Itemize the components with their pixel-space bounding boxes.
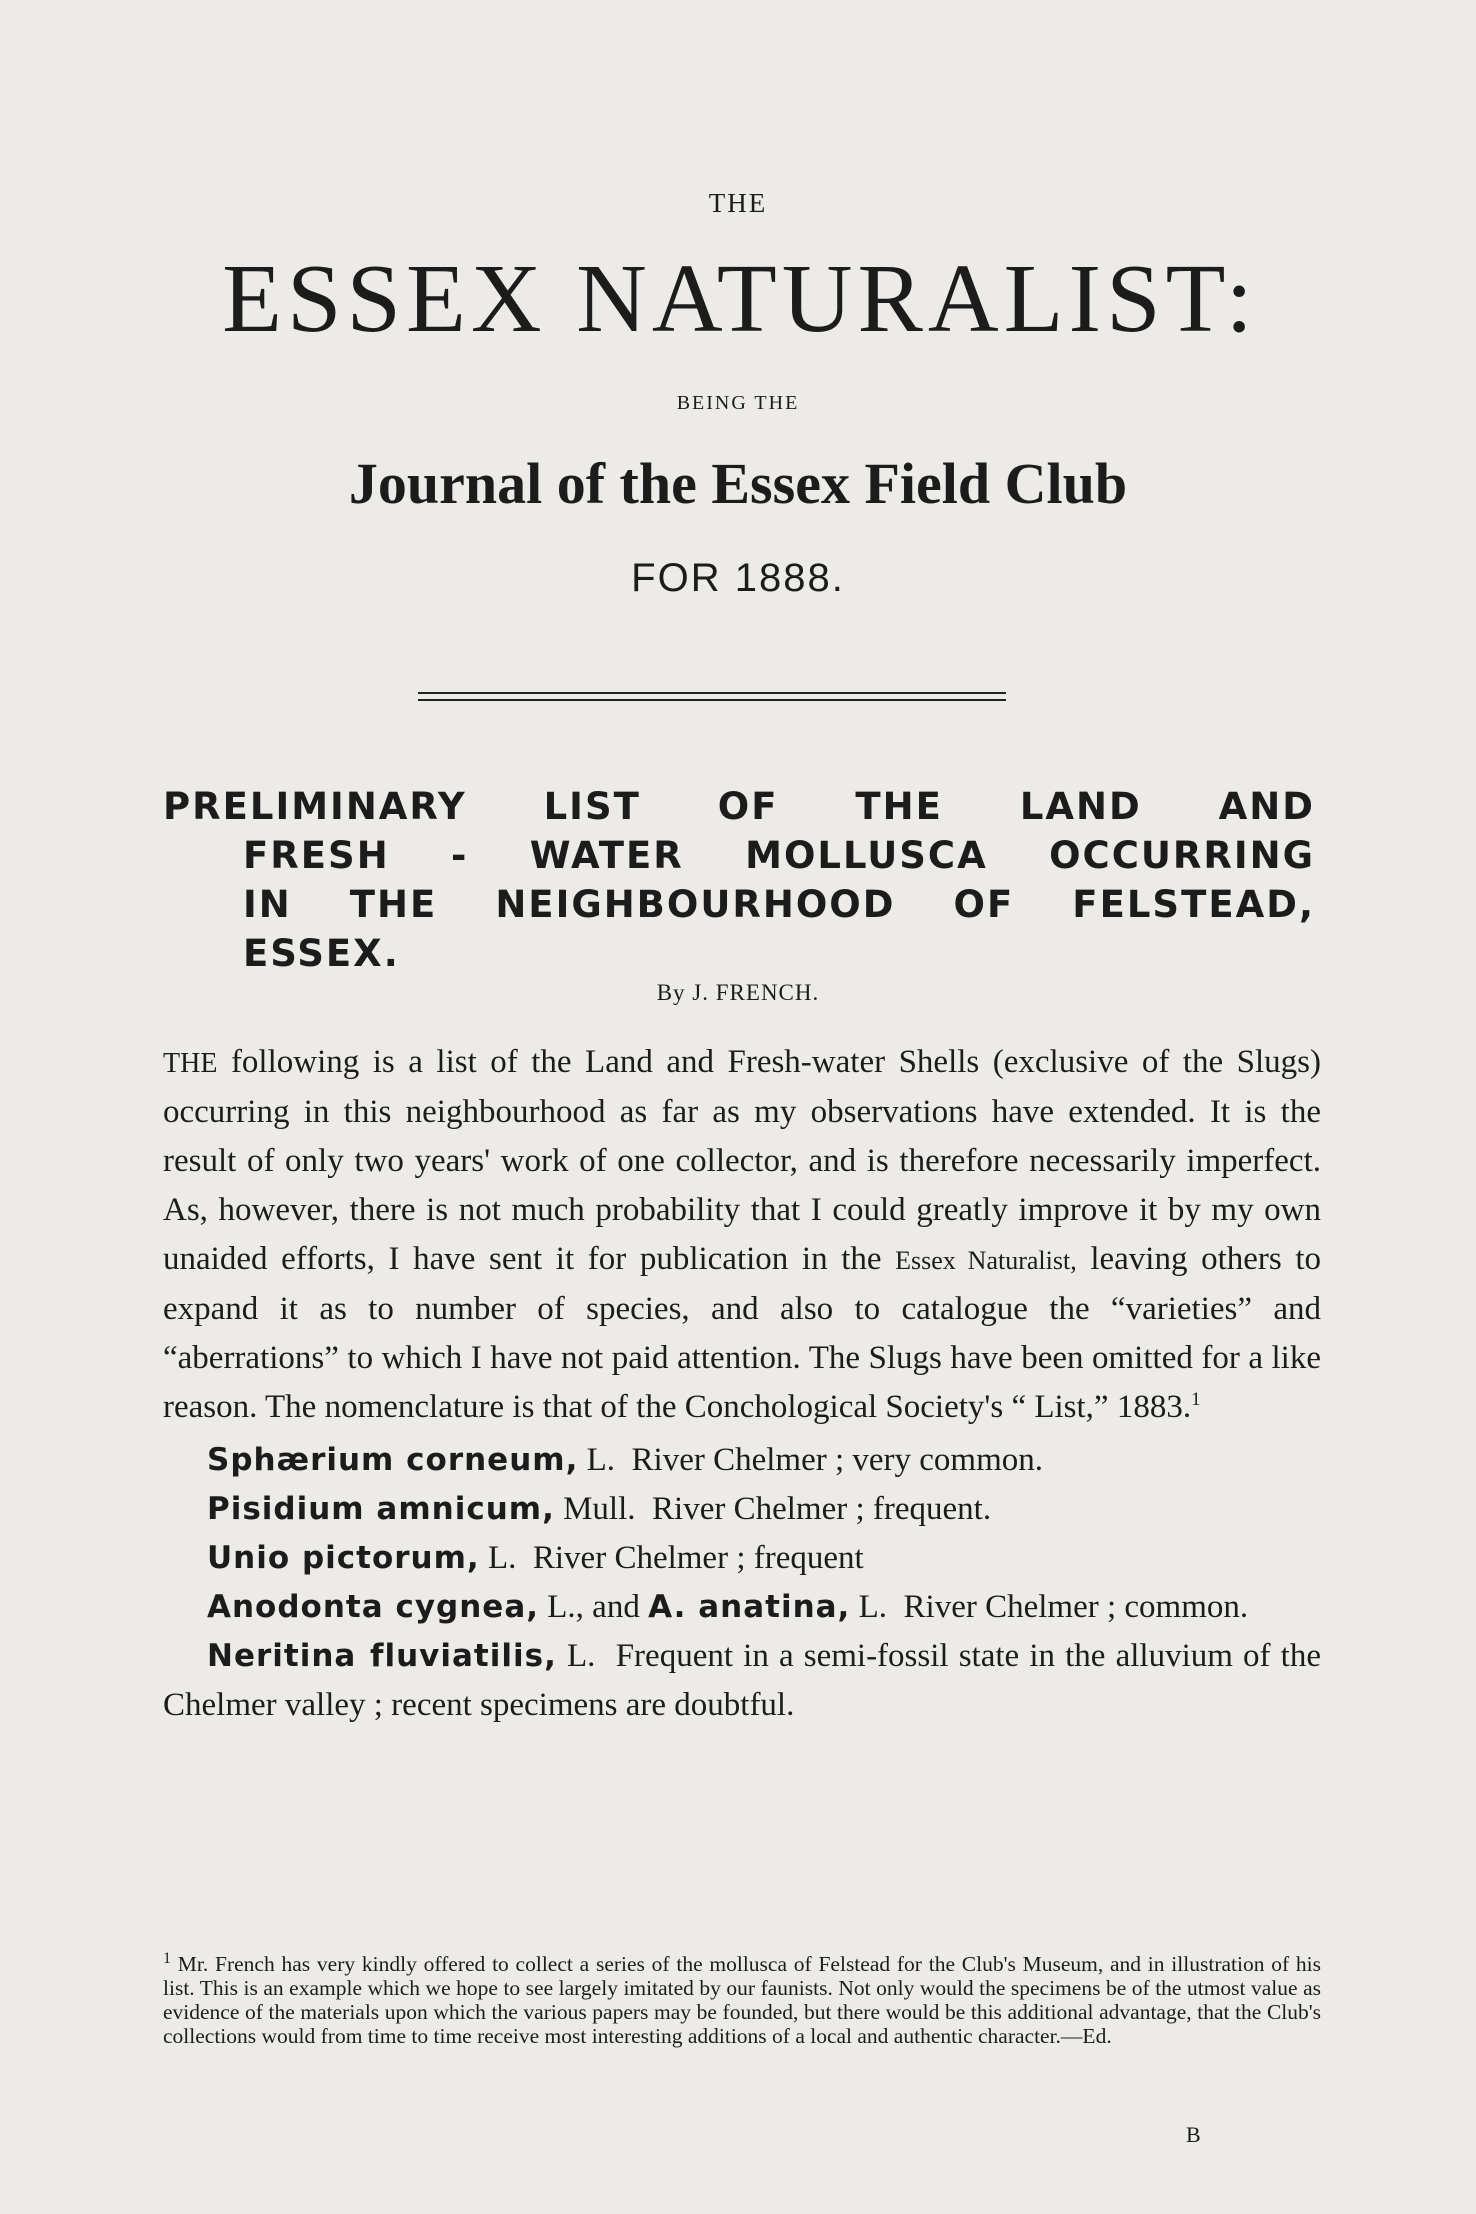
divider-rule-top <box>418 692 1006 694</box>
species-name: Pisidium amnicum, <box>207 1491 555 1527</box>
species-note: River Chelmer ; frequent. <box>652 1491 992 1527</box>
article-title-line: IN THE NEIGHBOURHOOD OF FELSTEAD, <box>243 883 1315 926</box>
species-entry <box>163 1534 1321 1583</box>
byline: By J. FRENCH. <box>656 980 820 1005</box>
intro-paragraph <box>163 1038 1321 1432</box>
species-entry <box>163 1632 1321 1730</box>
header-the: THE <box>708 188 768 218</box>
species-author: L., and <box>547 1589 640 1625</box>
article-title-line: ESSEX. <box>243 932 400 975</box>
article-title-line: PRELIMINARY LIST OF THE LAND AND <box>163 785 1315 828</box>
species-name: Neritina fluviatilis, <box>207 1638 557 1674</box>
journal-title: ESSEX NATURALIST: <box>222 245 1258 353</box>
journal-year: FOR 1888. <box>631 556 845 600</box>
footnote-number: 1 <box>163 1949 171 1967</box>
header-being: BEING THE <box>676 392 800 414</box>
footnote-text: Mr. French has very kindly offered to collect a series of the mollusca of Felstead for the Club's Museum, and in illustration of his list. This is an example which we hope to see largely imitated by our faunists. Not only would the specimens be of the utmost value as evidence of the materials upon which the various papers may be founded, but there would be this additional advantage, that the Club's collections would from time to time receive most interesting additions of a local and authentic character.—Ed. <box>163 1952 1322 2048</box>
intro-lead: THE <box>163 1048 218 1079</box>
species-note: River Chelmer ; very common. <box>631 1442 1044 1478</box>
species-author-2: L. <box>858 1589 888 1625</box>
species-name: Anodonta cygnea, <box>207 1589 540 1625</box>
species-author: L. <box>567 1638 596 1674</box>
species-note: Frequent in a semi-fossil state in the alluvium of the Chelmer valley ; recent specimens are doubtful. <box>163 1638 1321 1723</box>
intro-text-2: leaving others to expand it as to number of species, and also to catalogue the “varieties” and “aberrations” to which I have not paid attention. The Slugs have been omitted for a like reason. The nomenclature is that of the Conchological Society's “ List,” 1883. <box>163 1241 1322 1425</box>
species-note: River Chelmer ; frequent <box>532 1540 864 1576</box>
species-author: Mull. <box>563 1491 636 1527</box>
intro-text-1: following is a list of the Land and Fresh-water Shells (exclusive of the Slugs) occurring in this neighbourhood as far as my observations have extended. It is the result of only two years' work of one collector, and is therefore necessarily imperfect. As, however, there is not much probability that I could greatly improve it by my own unaided efforts, I have sent it for publication in the <box>163 1044 1322 1277</box>
species-name: Unio pictorum, <box>207 1540 480 1576</box>
signature-mark: B <box>1186 2122 1201 2147</box>
article-title-line: FRESH - WATER MOLLUSCA OCCURRING <box>243 834 1315 877</box>
species-entry <box>163 1485 1321 1534</box>
journal-subtitle: Journal of the Essex Field Club <box>348 451 1128 516</box>
divider-rule-bottom <box>418 699 1006 701</box>
species-name-2: A. anatina, <box>648 1589 851 1625</box>
species-name: Sphærium corneum, <box>207 1442 579 1478</box>
species-author: L. <box>586 1442 616 1478</box>
journal-reference: Essex Naturalist, <box>895 1246 1077 1275</box>
article-body <box>163 1038 1321 1730</box>
footnote-ref: 1 <box>1191 1389 1201 1410</box>
article-title <box>163 782 1315 978</box>
species-note: River Chelmer ; common. <box>903 1589 1249 1625</box>
species-author: L. <box>487 1540 517 1576</box>
species-entry <box>163 1583 1321 1632</box>
species-entry <box>163 1436 1321 1485</box>
footnote <box>163 1949 1322 2048</box>
